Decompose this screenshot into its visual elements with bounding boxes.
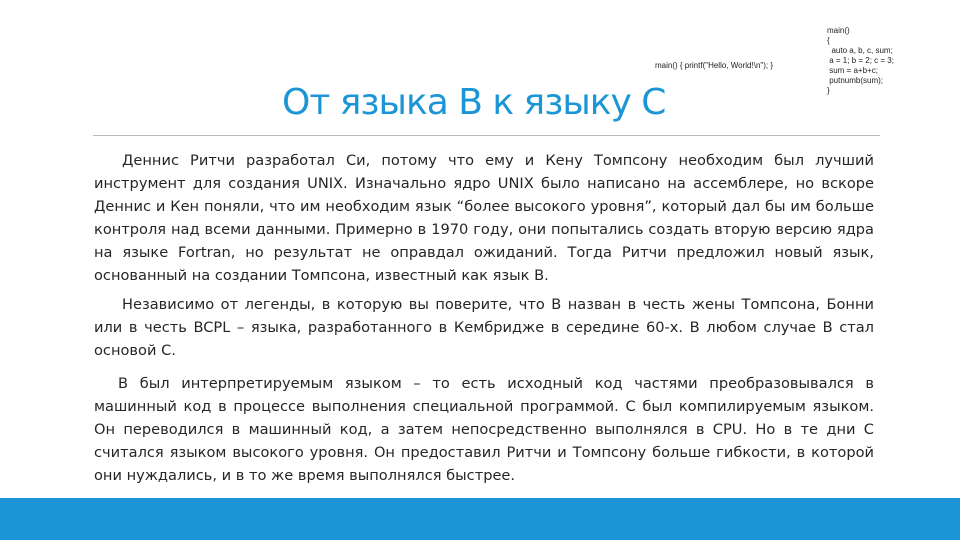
slide-title: От языка B к языку C	[282, 82, 666, 123]
footer-bar	[0, 498, 960, 540]
paragraph-1: Деннис Ритчи разработал Си, потому что ему и Кену Томпсону необходим был лучший инструмент для создания UNIX. Изначально ядро UNIX было написано на ассемблере, но вскоре Деннис и Кен поняли, что им необходим язык “более высокого уровня”, который дал бы им больше контроля над всеми данными. Примерно в 1970 году, они попытались создать вторую версию ядра на языке Fortran, но результат не оправдал ожиданий. Тогда Ритчи предложил новый язык, основанный на создании Томпсона, известный как язык B.	[94, 152, 874, 284]
code-snippet-inline: main() { printf("Hello, World!\n"); }	[655, 61, 774, 70]
code-snippet-block: main() { auto a, b, c, sum; a = 1; b = 2; c = 3; sum = a+b+c; putnumb(sum); }	[827, 26, 894, 95]
paragraph-2: Независимо от легенды, в которую вы поверите, что B назван в честь жены Томпсона, Бонни или в честь BCPL – языка, разработанного в Кембридже в середине 60-х. В любом случае B стал основой C.	[94, 296, 874, 359]
paragraph-3: B был интерпретируемым языком – то есть исходный код частями преобразовывался в машинный код в процессе выполнения специальной программой. C был компилируемым языком. Он переводился в машинный код, а затем непосредственно выполнялся в CPU. Но в те дни C считался языком высокого уровня. Он предоставил Ритчи и Томпсону больше гибкости, в которой они нуждались, и в то же время выполнялся быстрее.	[94, 375, 874, 484]
title-divider	[93, 135, 880, 136]
